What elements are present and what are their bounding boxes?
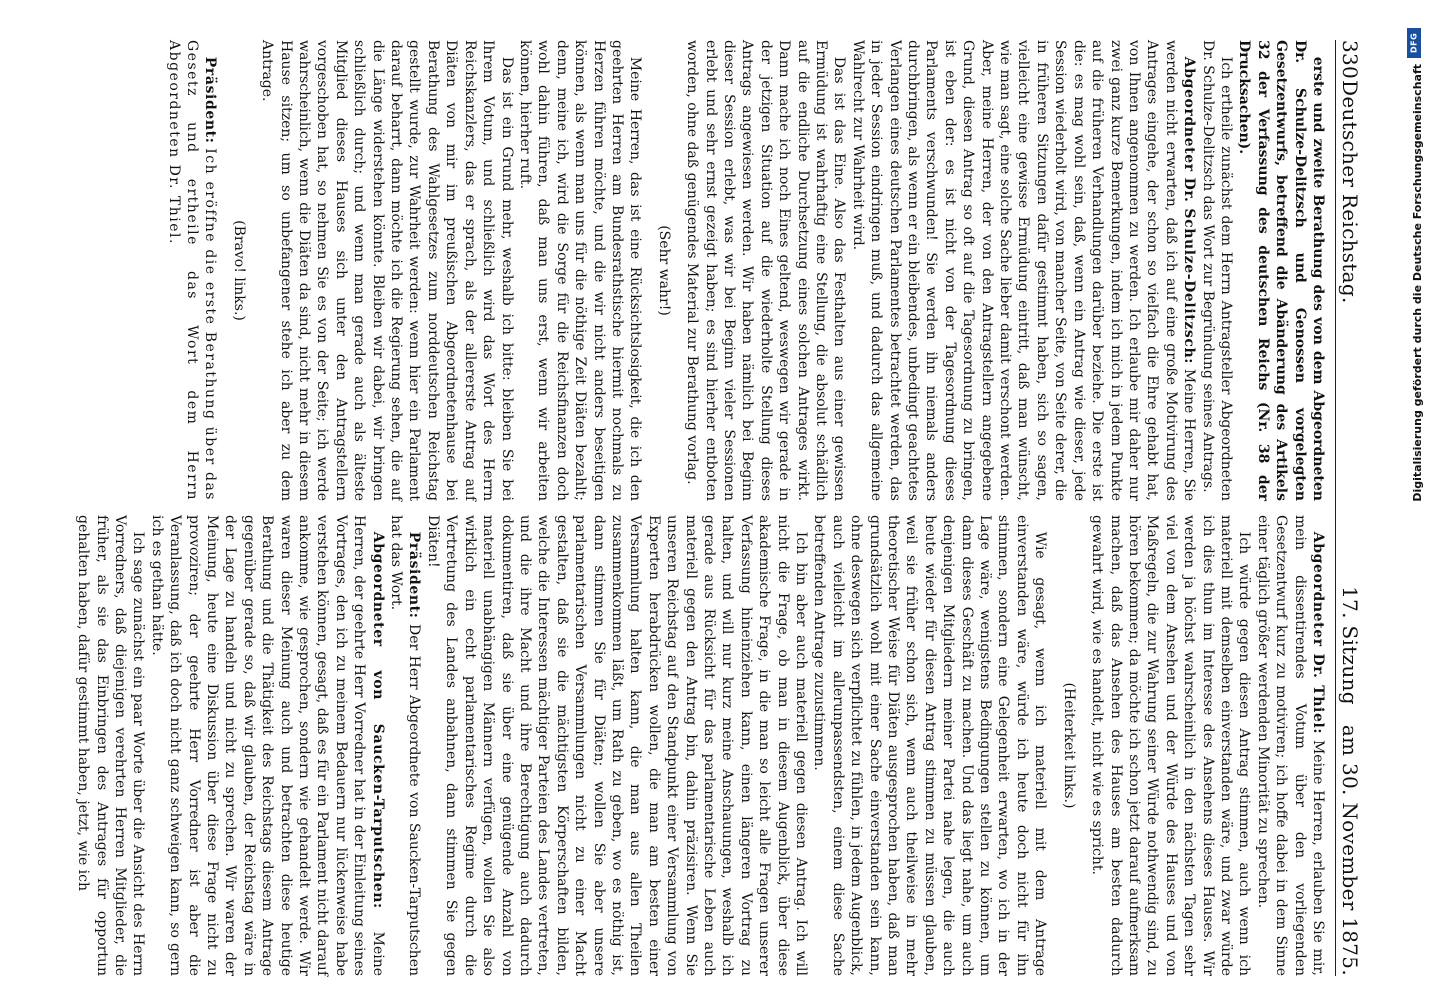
speech-paragraph: Ich sage zunächst ein paar Worte über die Ansicht des Herrn Vorredners, daß diejenigen verehrten Herren Mitglieder, die früher, als sie das Einbringen des Antrages für opportun gehalten haben, dafür gestimmt haben, jetzt, wie ich (75, 515, 147, 976)
running-head (1335, 40, 1362, 976)
interjection: (Bravo! links.) (230, 220, 247, 321)
interjection: (Sehr wahr!) (655, 225, 672, 316)
session-date: am 30. November 1875. (1338, 724, 1362, 976)
speech-text: Meine Herren, der geehrte Herr Vorredner hat in der Einleitung seines Vortrages, den ich zu meinem Bedauern nur lückenweise habe verstehen können, gesagt, daß es für ein Parlament nicht darauf ankomme, wie gesprochen, sondern wie gehandelt werde. Wir waren dieser Meinung auch und betrachten diese heutige Berathung und die Thätigkeit des Reichstags diesem Antrage gegenüber gerade so, daß wir glauben, der Reichstag wäre in der Lage zu handeln und nicht zu sprechen. Wir waren der Meinung, heute eine Diskussion über diese Frage nicht zu provoziren; der geehrte Herr Vorredner ist aber die Veranlassung, daß ich doch nicht ganz schweigen kann, so gern ich es gethan hätte. (148, 515, 386, 977)
page-number: 330 (1338, 40, 1362, 80)
agenda-item: erste und zweite Berathung des von dem Abgeordneten Dr. Schulze-Delitzsch und Genossen vorgelegten Gesetzentwurfs, betreffend die Abänderung des Artikels 32 der Verfassung des deutschen Reichs (Nr. 38 der Drucksachen). (1236, 40, 1326, 501)
session-number: 17. Sitzung (1338, 586, 1362, 705)
speech-paragraph (147, 515, 386, 976)
funding-sidebar (1400, 14, 1430, 994)
president-label: Präsident: (202, 56, 219, 144)
text-columns (7, 40, 1327, 976)
speaker-name: Abgeordneter von Saucken-Tarputschen: (369, 531, 386, 909)
speaker-name: Abgeordneter Dr. Schulze-Delitzsch: (1181, 56, 1198, 365)
president-label: Präsident: (406, 531, 423, 619)
president-paragraph (164, 40, 219, 501)
speech-paragraph: Das ist das Eine. Also das Festhalten aus einer gewissen Ermüdung ist wahrhaftig eine Stellung, die absolut schädlich auf die endliche Durchsetzung eines solchen Antrages wirkt. Dann mache ich noch Eines geltend, weswegen wir gerade in der jetzigen Situation auf die wiederholte Stellung dieses Antrags angewiesen werden. Wir haben nämlich bei Beginn dieser Session erlebt, was wir bei Beginn vieler Sessionen erlebt und sehr ernst gezeigt haben; es sind hierher entboten worden, ohne daß genügendes Material zur Berathung vorlag. (684, 40, 848, 501)
speech-text: Meine Herren, erlauben Sie mir, mein dissentirendes Votum über den vorliegenden Gesetzentwurf kurz zu motiviren; ich hoffe dabei in dem Sinne einer täglich größer werdenden Minorität zu sprechen. (1254, 515, 1326, 977)
left-column (7, 40, 1327, 501)
funding-note: Digitalisierung gefördert durch die Deutsche Forschungsgemeinschaft (1411, 64, 1424, 502)
dfg-logo: DFG (1407, 28, 1421, 58)
speech-paragraph: Ich bin aber auch materiell gegen diesen Antrag. Ich will nicht die Frage, ob man in diesem Augenblick, über diese akademische Frage, in die man so leicht alle Fragen unserer Verfassung hineinziehen kann, einen längeren Vortrag zu halten, und will nur kurz meine Anschauungen, weshalb ich gerade aus Rücksicht für das parlamentarische Leben auch materiell gegen den Antrag bin, dahin präzisiren. Wenn Sie unseren Reichstag auf den Standpunkt einer Versammlung von Experten herabdrücken wollen, die man am besten einer Versammlung halten kann, die man aus allen Theilen zusammenkommen läßt, um Rath zu geben, wo es nöthig ist, dann stimmen Sie für Diäten; wollen Sie aber unsere parlamentarischen Versammlungen nicht zu einer Macht gestalten, daß sie die mächtigsten Körperschaften bilden, welche die Interessen mächtiger Parteien des Landes vertreten, und die ihre Macht und ihre Berechtigung auch dadurch dokumentiren, daß sie über eine genügende Anzahl von materiell unabhängigen Männern verfügen, wollen Sie also wirklich ein echt parlamentarisches Regime durch die Vertretung des Landes anbahnen, dann stimmen Sie gegen Diäten! (424, 515, 810, 976)
president-intro: Ich ertheile zunächst dem Herrn Antragsteller Abgeordneten Dr. Schulze-Delitzsch das Wort zur Begründung seines Antrags. (1199, 40, 1234, 501)
journal-title: Deutscher Reichstag. (1338, 80, 1362, 304)
session-info (1338, 586, 1362, 976)
speech-paragraph (848, 40, 1198, 501)
speaker-name: Abgeordneter Dr. Thiel: (1310, 531, 1326, 735)
speech-paragraph (1253, 515, 1327, 976)
speech-paragraph: Das ist ein Grund mehr, weshalb ich bitte: bleiben Sie bei Ihrem Votum, und schließlich wird das Wort des Herrn Reichskanzlers, das er sprach, als der allererste Antrag auf Diäten von mir im preußischen Abgeordnetenhause bei Berathung des Wahlgesetzes zum norddeutschen Reichstag gestellt wurde, zur Wahrheit werden: wenn hier ein Parlament darauf beharrt, dann möchte ich die Regierung sehen, die auf die Länge widerstehen könnte. Bleiben wir dabei, wir bringen schließlich durch; und wenn man gerade auch als älteste Mitglied dieses Hauses sich unter den Antragstellern vorgeschoben hat, so nehmen Sie es von der Seite; ich werde wahrscheinlich, wenn die Diäten da sind, nicht mehr in diesem Hause sitzen; um so unbefangener stehe ich aber zu dem Antrage. (259, 40, 515, 501)
president-paragraph (387, 515, 424, 976)
speech-paragraph: Ich würde gegen diesen Antrag stimmen, auch wenn ich materiell mit demselben einverstanden wäre, und zwar würde ich dies thun im Interesse des Ansehens dieses Hauses. Wir werden ja höchst wahrscheinlich in den nächsten Tagen sehr viel von dem Ansehen und der Würde des Hauses und von Maßregeln, die zur Wahrung seiner Würde nothwendig sind, zu hören bekommen; da möchte ich schon jetzt darauf aufmerksam machen, daß das Ansehen des Hauses am besten dadurch gewahrt wird, wie es handelt, nicht wie es spricht. (1089, 515, 1253, 976)
speech-paragraph: Meine Herren, das ist eine Rücksichtslosigkeit, die ich den geehrten Herren am Bundesrathstische hiermit nochmals zu Herzen führen möchte, und die wir nicht anders beseitigen können, als wenn man uns für die nöthige Zeit Diäten bezahlt; denn, meine ich, wird die Sorge für die Reichsfinanzen doch wohl dahin führen, daß man uns erst, wenn wir arbeiten können, hierher ruft. (516, 40, 644, 501)
speech-text: Meine Herren, Sie werden nicht erwarten, daß ich auf eine große Motivirung des Antrages eingehe, der schon so vielfach die Ehre gehabt hat, von Ihnen angenommen zu werden. Ich erlaube mir daher nur zwei ganz kurze Bemerkungen, indem ich mich in jedem Punkte auf die früheren Verhandlungen darüber beziehe. Die erste ist die: es mag wohl sein, daß, wenn ein Antrag wie dieser, jede Session wiederholt wird, von mancher Seite, von Seite derer, die in früheren Sitzungen dafür gestimmt haben, sich so sagen, vielleicht eine gewisse Ermüdung eintritt, daß man wünscht, wie man sagt, eine solche Sache lieber damit verschont werden. Aber, meine Herren, der von den Antragstellern angegebene Grund, diesen Antrag so oft auf die Tagesordnung zu bringen, ist eben der: es ist nicht von der Tagesordnung dieses Parlaments verschwunden! Sie werden ihn niemals anders durchbringen, als wenn er ein bleibendes, unbedingt geachtetes Verlangen eines deutschen Parlamentes betrachtet werden, das in jeder Session eindringen muß, und dadurch das allgemeine Wahlrecht zur Wahrheit wird. (849, 40, 1198, 502)
interjection: (Heiterkeit links.) (1060, 682, 1077, 809)
speech-paragraph: Wie gesagt, wenn ich materiell mit dem Antrage einverstanden wäre, würde ich heute doch nicht für ihn stimmen, sondern eine Gelegenheit erwarten, wo ich in der Lage wäre, wenigstens Bedingungen stellen zu können, um dann dieses Geschäft zu machen. Und das liegt nahe, um auch denjenigen Mitgliedern meiner Partei nahe legen, die auch heute wieder für diesen Antrag stimmen zu müssen glauben, weil sie früher schon sich, wenn auch theilweise in mehr theoretischer Weise für Diäten ausgesprochen haben, daß man grundsätzlich wohl mit einer Sache einverstanden sein kann, ohne deswegen sich verpflichtet zu fühlen, in jedem Augenblick, auch vielleicht im allerunpassendsten, einem diese Sache betreffenden Antrage zuzustimmen. (811, 515, 1049, 976)
president-text: Ich eröffne die erste Berathung über das Gesetz und ertheile das Wort dem Herrn Abgeordneten Dr. Thiel. (165, 40, 219, 501)
president-text: Der Herr Abgeordnete von Saucken-Tarputschen hat das Wort. (388, 515, 423, 976)
right-column (7, 515, 1327, 976)
